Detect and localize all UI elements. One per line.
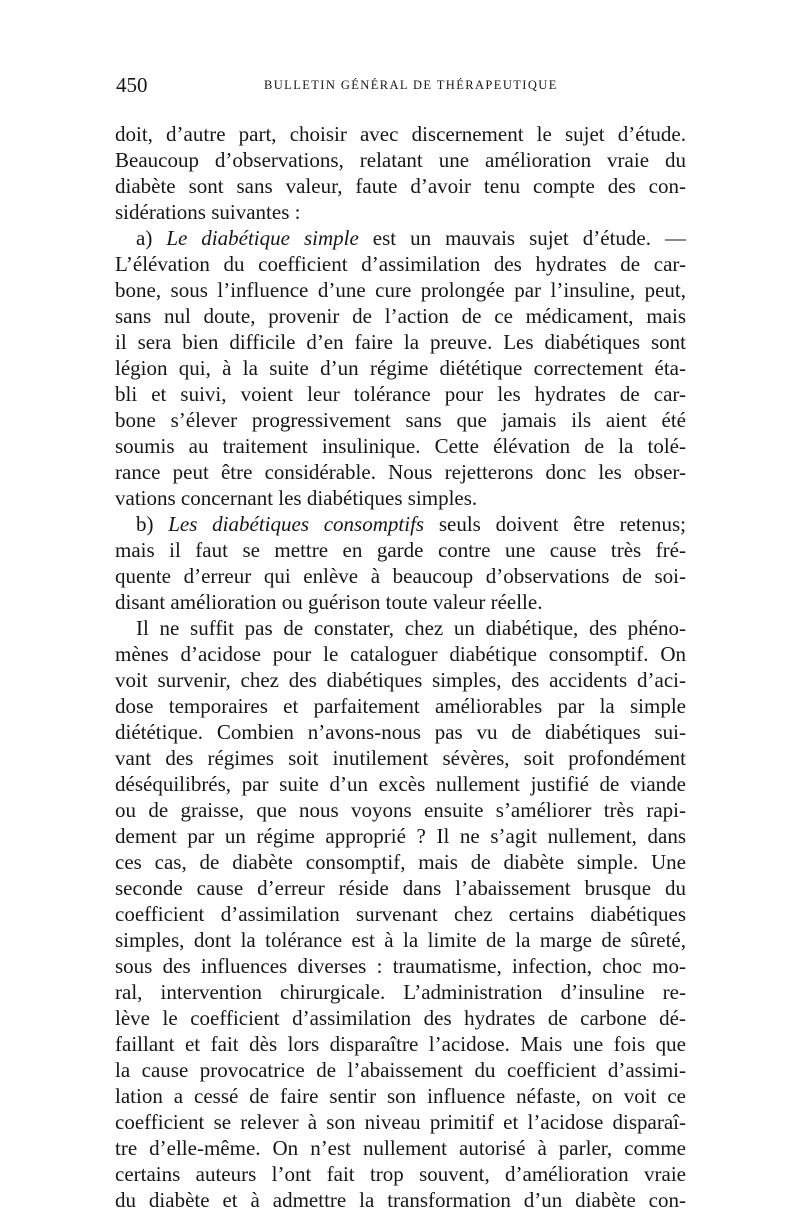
text-line: mais il faut se mettre en garde contre une cause très fré-	[115, 538, 686, 562]
text-line: sous des influences diverses : traumatisme, infection, choc mo-	[115, 954, 686, 978]
text-line: lation a cessé de faire sentir son influence néfaste, on voit ce	[115, 1084, 686, 1108]
text-line: Il ne suffit pas de constater, chez un diabétique, des phéno-	[136, 616, 686, 640]
text-line: il sera bien difficile d’en faire la preuve. Les diabétiques sont	[115, 330, 686, 354]
text-line: doit, d’autre part, choisir avec discernement le sujet d’étude.	[115, 122, 686, 146]
text-line: dose temporaires et parfaitement améliorables par la simple	[115, 694, 686, 718]
text-line: lève le coefficient d’assimilation des hydrates de carbone dé-	[115, 1006, 686, 1030]
text-line: diététique. Combien n’avons-nous pas vu de diabétiques sui-	[115, 720, 686, 744]
text-line: voit survenir, chez des diabétiques simples, des accidents d’aci-	[115, 668, 686, 692]
text-line: L’élévation du coefficient d’assimilation des hydrates de car-	[115, 252, 686, 276]
text-line: dement par un régime approprié ? Il ne s’agit nullement, dans	[115, 824, 686, 848]
text-line: certains auteurs l’ont fait trop souvent, d’amélioration vraie	[115, 1162, 686, 1186]
text-line: bone s’élever progressivement sans que jamais ils aient été	[115, 408, 686, 432]
text-line: Beaucoup d’observations, relatant une amélioration vraie du	[115, 148, 686, 172]
text-line: vations concernant les diabétiques simples.	[115, 486, 478, 510]
text-line: seconde cause d’erreur réside dans l’abaissement brusque du	[115, 876, 686, 900]
italic-phrase: Les diabétiques consomptifs	[168, 512, 425, 536]
text-line: ces cas, de diabète consomptif, mais de diabète simple. Une	[115, 850, 686, 874]
text-line: sans nul doute, provenir de l’action de ce médicament, mais	[115, 304, 686, 328]
text-line: du diabète et à admettre la transformation d’un diabète con-	[115, 1188, 686, 1212]
page-header	[116, 72, 686, 98]
text-line: rance peut être considérable. Nous rejetterons donc les obser-	[115, 460, 686, 484]
text-line: bone, sous l’influence d’une cure prolongée par l’insuline, peut,	[115, 278, 686, 302]
italic-phrase: Le diabétique simple	[166, 226, 359, 250]
text-line: soumis au traitement insulinique. Cette élévation de la tolé-	[115, 434, 686, 458]
text-line: faillant et fait dès lors disparaître l’acidose. Mais une fois que	[115, 1032, 686, 1056]
text-line: ral, intervention chirurgicale. L’administration d’insuline re-	[115, 980, 686, 1004]
text-line: légion qui, à la suite d’un régime diététique correctement éta-	[115, 356, 686, 380]
text-line: b) Les diabétiques consomptifs seuls doivent être retenus;	[136, 512, 687, 536]
text-line: la cause provocatrice de l’abaissement du coefficient d’assimi-	[115, 1058, 686, 1082]
text-line: coefficient d’assimilation survenant chez certains diabétiques	[115, 902, 686, 926]
text-line: mènes d’acidose pour le cataloguer diabétique consomptif. On	[115, 642, 686, 666]
text-line: tre d’elle-même. On n’est nullement autorisé à parler, comme	[115, 1136, 686, 1160]
text-line: quente d’erreur qui enlève à beaucoup d’observations de soi-	[115, 564, 686, 588]
text-line: déséquilibrés, par suite d’un excès nullement justifié de viande	[115, 772, 686, 796]
text-line: simples, dont la tolérance est à la limite de la marge de sûreté,	[115, 928, 686, 952]
text-line: ou de graisse, que nous voyons ensuite s’améliorer très rapi-	[115, 798, 686, 822]
running-head: BULLETIN GÉNÉRAL DE THÉRAPEUTIQUE	[264, 78, 558, 92]
page-number: 450	[116, 73, 148, 97]
text-line: vant des régimes soit inutilement sévères, soit profondément	[115, 746, 686, 770]
text-line: a) Le diabétique simple est un mauvais sujet d’étude. —	[136, 226, 686, 250]
text-line: disant amélioration ou guérison toute valeur réelle.	[115, 590, 543, 614]
text-line: bli et suivi, voient leur tolérance pour les hydrates de car-	[115, 382, 686, 406]
text-line: diabète sont sans valeur, faute d’avoir tenu compte des con-	[115, 174, 686, 198]
text-line: sidérations suivantes :	[115, 200, 301, 224]
text-line: coefficient se relever à son niveau primitif et l’acidose disparaî-	[115, 1110, 686, 1134]
